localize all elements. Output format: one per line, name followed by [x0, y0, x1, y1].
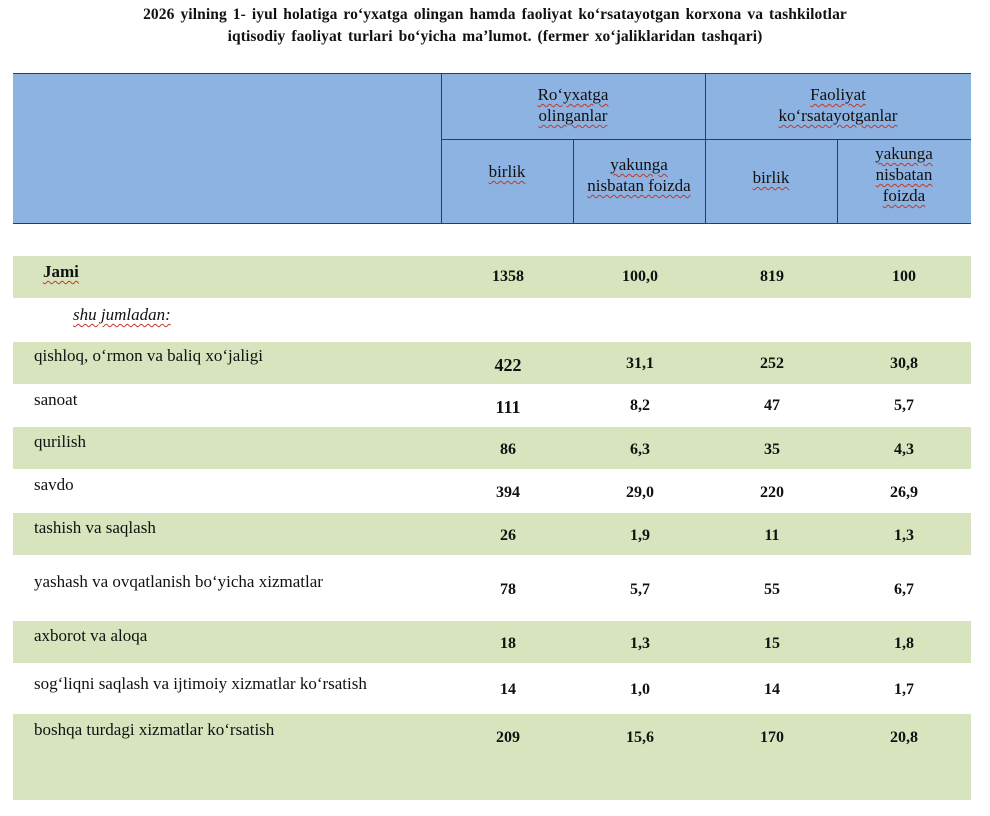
header-percent-registered: yakunga nisbatan foizda	[587, 155, 691, 195]
title-line-2: iqtisodiy faoliyat turlari bo‘yicha ma’lumot. (fermer xo‘jaliklaridan tashqari)	[227, 28, 763, 45]
row-active: 220	[760, 484, 784, 501]
row-active: 11	[764, 527, 780, 544]
row-registered: 86	[500, 441, 516, 458]
row-registered-pct: 1,0	[630, 681, 650, 698]
row-active-pct: 1,8	[894, 635, 914, 652]
row-registered: 18	[500, 635, 516, 652]
header-units-registered: birlik	[488, 162, 526, 181]
row-registered: 209	[496, 729, 520, 746]
header-registered: Ro‘yxatga olinganlar	[537, 85, 609, 125]
header-active: Faoliyat ko‘rsatayotganlar	[778, 85, 898, 125]
header-divider	[441, 139, 971, 140]
row-registered-pct: 31,1	[626, 355, 654, 372]
row-registered-pct: 29,0	[626, 484, 654, 501]
row-active: 55	[764, 581, 780, 598]
row-active: 252	[760, 355, 784, 372]
row-active-pct: 1,7	[894, 681, 914, 698]
row-label: yashash va ovqatlanish bo‘yicha xizmatlar	[34, 572, 323, 591]
row-active-pct: 6,7	[894, 581, 914, 598]
including-label: shu jumladan:	[73, 305, 171, 324]
row-active-pct: 26,9	[890, 484, 918, 501]
row-label: axborot va aloqa	[34, 626, 148, 645]
row-registered-pct: 1,3	[630, 635, 650, 652]
header-percent-active: yakunga nisbatan foizda	[875, 144, 933, 205]
row-registered: 26	[500, 527, 516, 544]
total-label: Jami	[43, 262, 79, 281]
table-title	[0, 4, 990, 48]
row-active-pct: 30,8	[890, 355, 918, 372]
row-label: qishloq, o‘rmon va baliq xo‘jaligi	[34, 346, 263, 365]
row-registered: 111	[495, 397, 521, 417]
total-registered-pct: 100,0	[622, 268, 658, 285]
row-active: 35	[764, 441, 780, 458]
row-active-pct: 5,7	[894, 397, 914, 414]
row-registered-pct: 1,9	[630, 527, 650, 544]
row-registered-pct: 6,3	[630, 441, 650, 458]
row-active-pct: 1,3	[894, 527, 914, 544]
row-registered-pct: 8,2	[630, 397, 650, 414]
row-label: sog‘liqni saqlash va ijtimoiy xizmatlar ko‘rsatish	[34, 674, 367, 693]
row-active: 15	[764, 635, 780, 652]
row-registered-pct: 15,6	[626, 729, 654, 746]
row-label: tashish va saqlash	[34, 518, 156, 537]
row-label: qurilish	[34, 432, 86, 451]
row-registered: 78	[500, 581, 516, 598]
total-active: 819	[760, 268, 784, 285]
row-active: 14	[764, 681, 780, 698]
row-label: savdo	[34, 475, 74, 494]
title-line-1: 2026 yilning 1- iyul holatiga ro‘yxatga olingan hamda faoliyat ko‘rsatayotgan korxona va tashkilotlar	[143, 6, 847, 23]
row-registered: 394	[496, 484, 520, 501]
row-registered: 422	[494, 355, 522, 375]
row-active: 170	[760, 729, 784, 746]
row-active: 47	[764, 397, 780, 414]
table-header	[13, 73, 971, 224]
total-active-pct: 100	[892, 268, 916, 285]
row-registered: 14	[500, 681, 516, 698]
row-label: sanoat	[34, 390, 78, 409]
row-active-pct: 4,3	[894, 441, 914, 458]
row-active-pct: 20,8	[890, 729, 918, 746]
row-registered-pct: 5,7	[630, 581, 650, 598]
row-label: boshqa turdagi xizmatlar ko‘rsatish	[34, 720, 275, 739]
total-registered: 1358	[492, 268, 524, 285]
header-units-active: birlik	[752, 168, 790, 187]
